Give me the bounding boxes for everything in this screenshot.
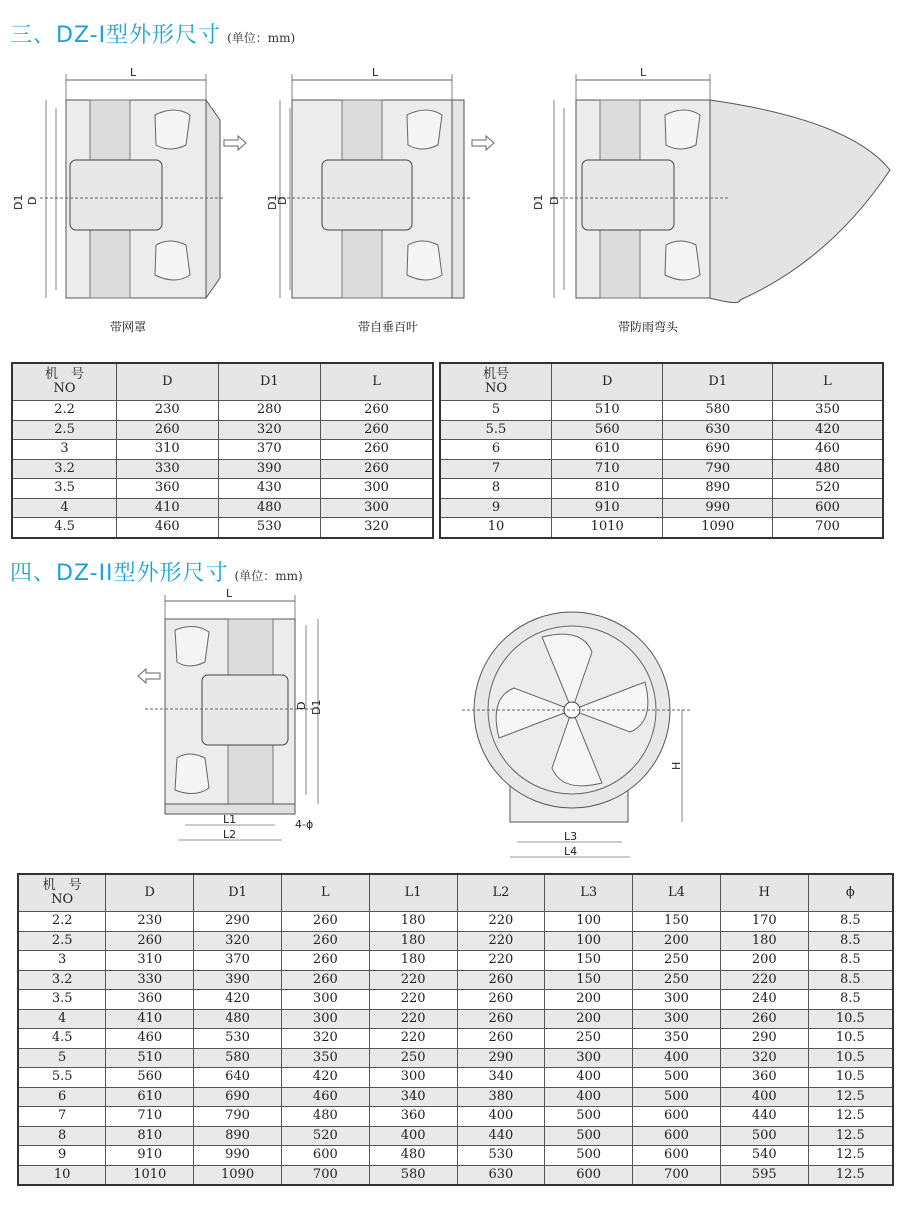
table-cell: 580	[194, 1048, 282, 1068]
dimension-table-1	[11, 362, 434, 539]
table-cell: 360	[720, 1068, 808, 1088]
table-cell: 12.5	[808, 1087, 893, 1107]
table-cell: 260	[457, 1029, 545, 1049]
table-cell: 5.5	[440, 420, 551, 440]
table-header-cell: L3	[545, 874, 633, 912]
table-cell: 5.5	[18, 1068, 106, 1088]
table-cell: 890	[194, 1126, 282, 1146]
dim-D-2: D	[276, 196, 289, 205]
table-cell: 200	[545, 1009, 633, 1029]
table-row	[440, 401, 883, 421]
table-header-row	[18, 874, 893, 912]
table-row	[18, 970, 893, 990]
dim-D-ii: D	[295, 701, 308, 710]
table-cell: 640	[194, 1068, 282, 1088]
table-cell: 700	[281, 1165, 369, 1185]
table-cell: 12.5	[808, 1165, 893, 1185]
table-cell: 610	[551, 440, 663, 460]
table-cell: 520	[281, 1126, 369, 1146]
table-cell: 810	[551, 479, 663, 499]
table-cell: 12.5	[808, 1146, 893, 1166]
table-cell: 3.2	[12, 459, 117, 479]
table-cell: 510	[551, 401, 663, 421]
caption-louver: 带自垂百叶	[358, 320, 419, 334]
table-cell: 710	[551, 459, 663, 479]
table-cell: 260	[457, 990, 545, 1010]
table-cell: 430	[218, 479, 320, 499]
table-row	[18, 1107, 893, 1127]
table-row	[440, 518, 883, 538]
dim-L4: L4	[564, 845, 578, 858]
header-l: L	[321, 363, 433, 401]
table-cell: 790	[663, 459, 773, 479]
table-cell: 260	[281, 970, 369, 990]
dim-D-1: D	[26, 196, 39, 205]
table-cell: 460	[281, 1087, 369, 1107]
table-cell: 480	[194, 1009, 282, 1029]
table-cell: 260	[117, 420, 218, 440]
table-cell: 9	[440, 498, 551, 518]
table-cell: 12.5	[808, 1126, 893, 1146]
table-cell: 690	[663, 440, 773, 460]
table-cell: 5	[18, 1048, 106, 1068]
table-cell: 4.5	[12, 518, 117, 538]
table-cell: 7	[18, 1107, 106, 1127]
table-cell: 290	[720, 1029, 808, 1049]
table-cell: 360	[369, 1107, 457, 1127]
table-cell: 4	[12, 498, 117, 518]
table-cell: 250	[633, 970, 721, 990]
table-row	[18, 1146, 893, 1166]
table-cell: 2.5	[12, 420, 117, 440]
table-cell: 180	[369, 931, 457, 951]
table-cell: 340	[457, 1068, 545, 1088]
table-row	[12, 401, 433, 421]
table-row	[18, 1087, 893, 1107]
table-cell: 180	[369, 951, 457, 971]
table-cell: 600	[633, 1146, 721, 1166]
table-cell: 250	[545, 1029, 633, 1049]
table-cell: 400	[720, 1087, 808, 1107]
table-cell: 290	[194, 912, 282, 932]
table-cell: 150	[545, 970, 633, 990]
header-d1: D1	[663, 363, 773, 401]
table-cell: 300	[369, 1068, 457, 1088]
table-cell: 410	[117, 498, 218, 518]
dim-L-2: L	[372, 66, 379, 79]
table-cell: 610	[106, 1087, 194, 1107]
table-cell: 890	[663, 479, 773, 499]
dim-D1-3: D1	[532, 194, 545, 210]
table-header-row	[440, 363, 883, 401]
table-header-row	[12, 363, 433, 401]
table-cell: 700	[773, 518, 884, 538]
table-header-cell: H	[720, 874, 808, 912]
table-cell: 300	[281, 990, 369, 1010]
table-cell: 12.5	[808, 1107, 893, 1127]
dim-D-3: D	[548, 196, 561, 205]
table-row	[18, 1165, 893, 1185]
dim-D1-1: D1	[12, 194, 25, 210]
table-cell: 150	[633, 912, 721, 932]
table-cell: 910	[106, 1146, 194, 1166]
table-cell: 540	[720, 1146, 808, 1166]
table-cell: 220	[457, 931, 545, 951]
table-cell: 1090	[663, 518, 773, 538]
table-cell: 260	[321, 459, 433, 479]
table-cell: 260	[321, 420, 433, 440]
table-cell: 8.5	[808, 931, 893, 951]
table-cell: 200	[720, 951, 808, 971]
table-header-cell: L4	[633, 874, 721, 912]
table-cell: 400	[633, 1048, 721, 1068]
table-cell: 595	[720, 1165, 808, 1185]
table-cell: 350	[773, 401, 884, 421]
table-cell: 390	[194, 970, 282, 990]
dim-H: H	[670, 761, 683, 770]
table-cell: 10.5	[808, 1029, 893, 1049]
header-l: L	[773, 363, 884, 401]
table-cell: 310	[117, 440, 218, 460]
table-row	[18, 1068, 893, 1088]
table-row	[18, 990, 893, 1010]
table-cell: 600	[281, 1146, 369, 1166]
table-cell: 500	[633, 1087, 721, 1107]
dim-L2: L2	[223, 828, 237, 841]
dim-D1-2: D1	[266, 194, 279, 210]
table-cell: 1090	[194, 1165, 282, 1185]
table-cell: 260	[321, 401, 433, 421]
table-cell: 600	[545, 1165, 633, 1185]
table-cell: 460	[106, 1029, 194, 1049]
table-cell: 480	[281, 1107, 369, 1127]
dim-holes: 4-ϕ	[295, 818, 314, 831]
table-cell: 710	[106, 1107, 194, 1127]
dim-L-ii: L	[226, 587, 233, 600]
table-cell: 220	[369, 1029, 457, 1049]
table-cell: 10.5	[808, 1068, 893, 1088]
table-cell: 10	[18, 1165, 106, 1185]
table-cell: 400	[545, 1087, 633, 1107]
table-cell: 300	[281, 1009, 369, 1029]
table-row	[440, 479, 883, 499]
table-cell: 200	[633, 931, 721, 951]
table-cell: 260	[720, 1009, 808, 1029]
table-header-cell: 机 号 NO	[18, 874, 106, 912]
table-row	[18, 1009, 893, 1029]
dim-L3: L3	[564, 830, 578, 843]
table-cell: 230	[117, 401, 218, 421]
table-cell: 790	[194, 1107, 282, 1127]
table-cell: 150	[545, 951, 633, 971]
table-cell: 220	[369, 1009, 457, 1029]
table-cell: 2.2	[12, 401, 117, 421]
table-cell: 300	[321, 479, 433, 499]
table-cell: 7	[440, 459, 551, 479]
table-cell: 420	[773, 420, 884, 440]
table-cell: 100	[545, 912, 633, 932]
table-cell: 380	[457, 1087, 545, 1107]
table-cell: 320	[194, 931, 282, 951]
table-cell: 440	[720, 1107, 808, 1127]
table-cell: 6	[440, 440, 551, 460]
table-cell: 480	[218, 498, 320, 518]
dim-L-1: L	[130, 66, 137, 79]
table-cell: 910	[551, 498, 663, 518]
table-cell: 400	[369, 1126, 457, 1146]
table-cell: 8.5	[808, 912, 893, 932]
table-cell: 300	[545, 1048, 633, 1068]
fan-diagram-side-view	[120, 585, 360, 855]
table-cell: 580	[369, 1165, 457, 1185]
table-cell: 300	[633, 1009, 721, 1029]
dim-L1: L1	[223, 813, 237, 826]
table-row	[12, 440, 433, 460]
table-cell: 630	[457, 1165, 545, 1185]
table-row	[440, 440, 883, 460]
table-cell: 260	[281, 912, 369, 932]
table-cell: 530	[457, 1146, 545, 1166]
table-cell: 990	[663, 498, 773, 518]
table-cell: 990	[194, 1146, 282, 1166]
table-cell: 480	[369, 1146, 457, 1166]
table-cell: 400	[457, 1107, 545, 1127]
table-cell: 200	[545, 990, 633, 1010]
section2-unit: (单位：mm)	[234, 569, 303, 583]
table-cell: 340	[369, 1087, 457, 1107]
table-cell: 690	[194, 1087, 282, 1107]
table-cell: 4	[18, 1009, 106, 1029]
table-cell: 220	[457, 951, 545, 971]
table-cell: 260	[457, 1009, 545, 1029]
table-cell: 3.2	[18, 970, 106, 990]
table-cell: 260	[106, 931, 194, 951]
table-row	[12, 459, 433, 479]
table-cell: 560	[106, 1068, 194, 1088]
table-cell: 220	[720, 970, 808, 990]
table-cell: 320	[321, 518, 433, 538]
table-cell: 260	[281, 931, 369, 951]
header-no: 机号 NO	[440, 363, 551, 401]
dimension-table-2	[439, 362, 884, 539]
table-cell: 530	[194, 1029, 282, 1049]
table-cell: 410	[106, 1009, 194, 1029]
table-row	[440, 459, 883, 479]
table-cell: 300	[633, 990, 721, 1010]
table-header-cell: D1	[194, 874, 282, 912]
fan-diagram-mesh-guard	[10, 60, 260, 310]
table-cell: 420	[194, 990, 282, 1010]
table-cell: 480	[773, 459, 884, 479]
table-row	[12, 479, 433, 499]
table-cell: 260	[321, 440, 433, 460]
table-cell: 810	[106, 1126, 194, 1146]
table-cell: 370	[218, 440, 320, 460]
table-cell: 530	[218, 518, 320, 538]
table-cell: 100	[545, 931, 633, 951]
table-cell: 10.5	[808, 1048, 893, 1068]
table-cell: 6	[18, 1087, 106, 1107]
table-cell: 260	[281, 951, 369, 971]
header-no: 机 号 NO	[12, 363, 117, 401]
table-cell: 250	[633, 951, 721, 971]
table-cell: 400	[545, 1068, 633, 1088]
table-row	[440, 420, 883, 440]
table-cell: 10	[440, 518, 551, 538]
table-cell: 220	[369, 990, 457, 1010]
table-cell: 320	[218, 420, 320, 440]
table-cell: 9	[18, 1146, 106, 1166]
table-cell: 2.2	[18, 912, 106, 932]
table-cell: 330	[106, 970, 194, 990]
table-cell: 8.5	[808, 951, 893, 971]
table-cell: 180	[369, 912, 457, 932]
table-row	[12, 498, 433, 518]
table-cell: 500	[545, 1107, 633, 1127]
table-cell: 250	[369, 1048, 457, 1068]
table-cell: 2.5	[18, 931, 106, 951]
header-d: D	[117, 363, 218, 401]
table-cell: 600	[633, 1126, 721, 1146]
table-cell: 8	[440, 479, 551, 499]
table-cell: 3.5	[18, 990, 106, 1010]
table-cell: 390	[218, 459, 320, 479]
table-cell: 630	[663, 420, 773, 440]
table-cell: 8.5	[808, 990, 893, 1010]
dim-L-3: L	[640, 66, 647, 79]
table-cell: 510	[106, 1048, 194, 1068]
table-row	[18, 1029, 893, 1049]
table-row	[18, 931, 893, 951]
table-cell: 260	[457, 970, 545, 990]
caption-mesh-guard: 带网罩	[110, 320, 147, 334]
table-cell: 310	[106, 951, 194, 971]
table-row	[18, 912, 893, 932]
table-cell: 560	[551, 420, 663, 440]
table-cell: 290	[457, 1048, 545, 1068]
table-cell: 280	[218, 401, 320, 421]
table-cell: 460	[117, 518, 218, 538]
table-cell: 520	[773, 479, 884, 499]
table-cell: 8	[18, 1126, 106, 1146]
section1-unit: (单位：mm)	[227, 31, 296, 45]
table-cell: 8.5	[808, 970, 893, 990]
table-cell: 350	[633, 1029, 721, 1049]
table-row	[12, 420, 433, 440]
header-d: D	[551, 363, 663, 401]
table-cell: 500	[633, 1068, 721, 1088]
fan-diagram-front-view	[462, 612, 702, 867]
table-cell: 3	[18, 951, 106, 971]
table-cell: 580	[663, 401, 773, 421]
table-cell: 320	[281, 1029, 369, 1049]
table-row	[18, 1126, 893, 1146]
table-cell: 4.5	[18, 1029, 106, 1049]
table-cell: 10.5	[808, 1009, 893, 1029]
table-cell: 220	[369, 970, 457, 990]
header-d1: D1	[218, 363, 320, 401]
table-cell: 500	[720, 1126, 808, 1146]
table-cell: 500	[545, 1146, 633, 1166]
table-cell: 230	[106, 912, 194, 932]
table-row	[18, 1048, 893, 1068]
table-cell: 1010	[551, 518, 663, 538]
table-cell: 370	[194, 951, 282, 971]
table-cell: 440	[457, 1126, 545, 1146]
table-header-cell: ϕ	[808, 874, 893, 912]
table-cell: 3.5	[12, 479, 117, 499]
table-cell: 420	[281, 1068, 369, 1088]
table-cell: 5	[440, 401, 551, 421]
fan-diagram-elbow	[530, 60, 900, 310]
table-header-cell: L	[281, 874, 369, 912]
caption-elbow: 带防雨弯头	[618, 320, 679, 334]
table-cell: 240	[720, 990, 808, 1010]
section2-title: 四、DZ-II型外形尺寸 (单位：mm)	[10, 561, 303, 586]
fan-diagram-louver	[266, 60, 522, 310]
table-cell: 360	[117, 479, 218, 499]
table-header-cell: L2	[457, 874, 545, 912]
table-row	[440, 498, 883, 518]
table-cell: 330	[117, 459, 218, 479]
table-cell: 600	[773, 498, 884, 518]
dimension-table-3	[17, 873, 894, 1186]
table-cell: 350	[281, 1048, 369, 1068]
table-cell: 1010	[106, 1165, 194, 1185]
table-cell: 700	[633, 1165, 721, 1185]
table-header-cell: L1	[369, 874, 457, 912]
table-cell: 220	[457, 912, 545, 932]
table-cell: 600	[633, 1107, 721, 1127]
table-cell: 320	[720, 1048, 808, 1068]
table-cell: 170	[720, 912, 808, 932]
table-cell: 500	[545, 1126, 633, 1146]
table-cell: 360	[106, 990, 194, 1010]
dim-D1-ii: D1	[310, 699, 323, 715]
table-header-cell: D	[106, 874, 194, 912]
table-cell: 460	[773, 440, 884, 460]
table-cell: 3	[12, 440, 117, 460]
section1-title: 三、DZ-I型外形尺寸 (单位：mm)	[10, 23, 296, 48]
table-cell: 180	[720, 931, 808, 951]
table-row	[18, 951, 893, 971]
table-cell: 300	[321, 498, 433, 518]
table-row	[12, 518, 433, 538]
